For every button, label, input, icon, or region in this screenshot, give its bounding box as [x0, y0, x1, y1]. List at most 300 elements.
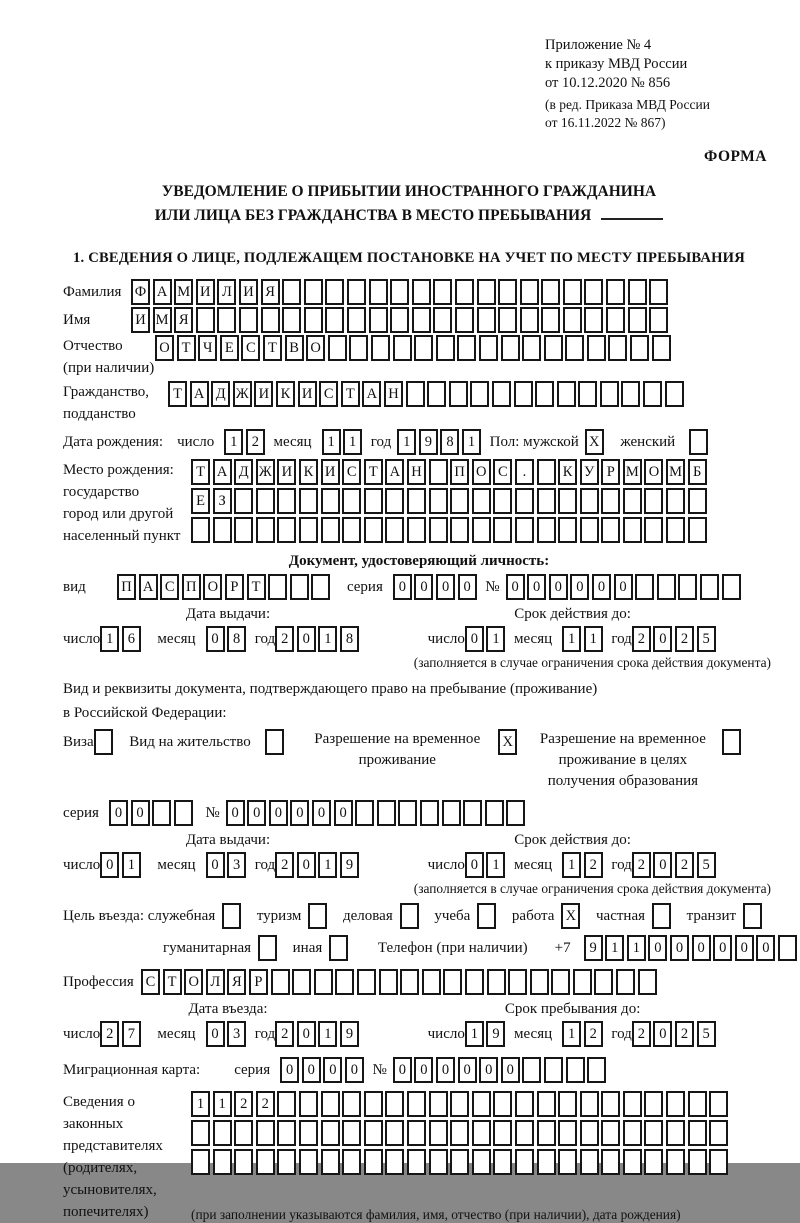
char-cell[interactable] [652, 903, 671, 929]
char-cell[interactable] [535, 381, 554, 407]
char-cell[interactable] [472, 1149, 491, 1175]
char-cell[interactable]: 2 [275, 626, 294, 652]
char-cell[interactable]: 0 [653, 626, 672, 652]
char-cell[interactable]: Т [247, 574, 266, 600]
char-cell[interactable] [369, 307, 388, 333]
char-cell[interactable] [606, 279, 625, 305]
char-cell[interactable] [349, 335, 368, 361]
char-cell[interactable] [377, 800, 396, 826]
char-cell[interactable] [277, 1149, 296, 1175]
char-cell[interactable]: 0 [312, 800, 331, 826]
patronymic-cells[interactable] [155, 335, 673, 361]
char-cell[interactable]: 0 [527, 574, 546, 600]
doc-series-cells[interactable] [393, 574, 479, 600]
char-cell[interactable] [472, 1091, 491, 1117]
char-cell[interactable] [321, 488, 340, 514]
char-cell[interactable] [537, 1091, 556, 1117]
char-cell[interactable]: . [515, 459, 534, 485]
char-cell[interactable]: 0 [414, 574, 433, 600]
char-cell[interactable]: Е [220, 335, 239, 361]
char-cell[interactable] [557, 381, 576, 407]
sex-female-checkbox[interactable] [689, 429, 711, 455]
char-cell[interactable]: 9 [419, 429, 438, 455]
char-cell[interactable] [563, 279, 582, 305]
mig-series-cells[interactable] [280, 1057, 366, 1083]
char-cell[interactable]: 1 [465, 1021, 484, 1047]
char-cell[interactable] [630, 335, 649, 361]
char-cell[interactable] [321, 1149, 340, 1175]
char-cell[interactable] [515, 1149, 534, 1175]
char-cell[interactable]: 0 [297, 626, 316, 652]
char-cell[interactable] [385, 517, 404, 543]
char-cell[interactable]: Н [384, 381, 403, 407]
char-cell[interactable] [608, 335, 627, 361]
permit-number-cells[interactable] [226, 800, 528, 826]
char-cell[interactable] [379, 969, 398, 995]
char-cell[interactable] [506, 800, 525, 826]
char-cell[interactable]: Д [234, 459, 253, 485]
char-cell[interactable]: 0 [393, 574, 412, 600]
stay-day-cells[interactable] [465, 1021, 508, 1047]
char-cell[interactable] [743, 903, 762, 929]
char-cell[interactable]: 1 [122, 852, 141, 878]
char-cell[interactable]: 0 [692, 935, 711, 961]
visa-checkbox[interactable] [94, 729, 116, 755]
char-cell[interactable]: 7 [122, 1021, 141, 1047]
char-cell[interactable] [304, 307, 323, 333]
char-cell[interactable] [537, 488, 556, 514]
char-cell[interactable]: 0 [436, 574, 455, 600]
char-cell[interactable] [508, 969, 527, 995]
char-cell[interactable] [234, 1149, 253, 1175]
char-cell[interactable] [644, 1120, 663, 1146]
birth-year-cells[interactable] [397, 429, 483, 455]
char-cell[interactable]: 0 [345, 1057, 364, 1083]
char-cell[interactable] [606, 307, 625, 333]
doc-valid-month-cells[interactable] [562, 626, 605, 652]
char-cell[interactable]: И [298, 381, 317, 407]
char-cell[interactable] [522, 335, 541, 361]
char-cell[interactable] [385, 1120, 404, 1146]
char-cell[interactable]: 0 [269, 800, 288, 826]
char-cell[interactable] [688, 1091, 707, 1117]
char-cell[interactable]: 0 [334, 800, 353, 826]
char-cell[interactable] [299, 1120, 318, 1146]
char-cell[interactable]: 0 [290, 800, 309, 826]
char-cell[interactable]: 1 [318, 626, 337, 652]
char-cell[interactable] [498, 279, 517, 305]
char-cell[interactable] [649, 307, 668, 333]
char-cell[interactable] [407, 517, 426, 543]
char-cell[interactable] [256, 517, 275, 543]
char-cell[interactable]: Л [217, 279, 236, 305]
char-cell[interactable] [537, 1149, 556, 1175]
char-cell[interactable] [688, 1149, 707, 1175]
residence-checkbox[interactable] [265, 729, 287, 755]
char-cell[interactable] [364, 488, 383, 514]
stay-year-cells[interactable] [632, 1021, 718, 1047]
char-cell[interactable]: 0 [614, 574, 633, 600]
char-cell[interactable] [623, 1120, 642, 1146]
char-cell[interactable] [328, 335, 347, 361]
purpose-work-checkbox[interactable] [561, 903, 583, 929]
purpose-humanitarian-checkbox[interactable] [258, 935, 280, 961]
char-cell[interactable]: О [472, 459, 491, 485]
char-cell[interactable]: К [299, 459, 318, 485]
profession-cells[interactable] [141, 969, 659, 995]
char-cell[interactable] [299, 488, 318, 514]
char-cell[interactable] [234, 1120, 253, 1146]
char-cell[interactable] [342, 517, 361, 543]
char-cell[interactable] [191, 517, 210, 543]
char-cell[interactable] [398, 800, 417, 826]
char-cell[interactable] [429, 459, 448, 485]
char-cell[interactable]: 2 [234, 1091, 253, 1117]
char-cell[interactable] [621, 381, 640, 407]
char-cell[interactable] [292, 969, 311, 995]
char-cell[interactable] [407, 1120, 426, 1146]
char-cell[interactable]: 1 [397, 429, 416, 455]
phone-cells[interactable] [584, 935, 800, 961]
purpose-transit-checkbox[interactable] [743, 903, 765, 929]
char-cell[interactable]: 2 [675, 626, 694, 652]
char-cell[interactable] [493, 1091, 512, 1117]
char-cell[interactable]: 1 [562, 852, 581, 878]
char-cell[interactable] [213, 517, 232, 543]
char-cell[interactable] [587, 335, 606, 361]
char-cell[interactable] [449, 381, 468, 407]
char-cell[interactable] [196, 307, 215, 333]
char-cell[interactable] [644, 1149, 663, 1175]
char-cell[interactable] [390, 307, 409, 333]
char-cell[interactable] [152, 800, 171, 826]
char-cell[interactable]: 0 [302, 1057, 321, 1083]
birthplace-cells-row3[interactable] [191, 517, 709, 543]
char-cell[interactable] [420, 800, 439, 826]
temp-permit-checkbox[interactable] [498, 729, 520, 755]
char-cell[interactable]: С [319, 381, 338, 407]
char-cell[interactable]: 2 [246, 429, 265, 455]
char-cell[interactable]: Р [601, 459, 620, 485]
char-cell[interactable]: 0 [570, 574, 589, 600]
char-cell[interactable] [433, 279, 452, 305]
char-cell[interactable] [578, 381, 597, 407]
char-cell[interactable]: 1 [486, 626, 505, 652]
char-cell[interactable]: 0 [131, 800, 150, 826]
char-cell[interactable]: Ж [233, 381, 252, 407]
char-cell[interactable] [407, 488, 426, 514]
char-cell[interactable] [472, 488, 491, 514]
birthplace-cells-row2[interactable] [191, 488, 709, 514]
purpose-private-checkbox[interactable] [652, 903, 674, 929]
purpose-study-checkbox[interactable] [477, 903, 499, 929]
char-cell[interactable]: 0 [323, 1057, 342, 1083]
char-cell[interactable] [485, 800, 504, 826]
char-cell[interactable]: 0 [206, 626, 225, 652]
char-cell[interactable]: 0 [247, 800, 266, 826]
char-cell[interactable]: Ч [198, 335, 217, 361]
char-cell[interactable]: С [493, 459, 512, 485]
mig-number-cells[interactable] [393, 1057, 609, 1083]
char-cell[interactable] [515, 517, 534, 543]
char-cell[interactable]: 0 [648, 935, 667, 961]
purpose-official-checkbox[interactable] [222, 903, 244, 929]
char-cell[interactable]: X [561, 903, 580, 929]
char-cell[interactable]: X [585, 429, 604, 455]
char-cell[interactable] [191, 1149, 210, 1175]
char-cell[interactable]: А [362, 381, 381, 407]
char-cell[interactable] [256, 1149, 275, 1175]
char-cell[interactable]: 0 [756, 935, 775, 961]
permit-valid-year-cells[interactable] [632, 852, 718, 878]
char-cell[interactable] [520, 279, 539, 305]
char-cell[interactable]: Б [688, 459, 707, 485]
char-cell[interactable] [282, 307, 301, 333]
char-cell[interactable]: О [184, 969, 203, 995]
char-cell[interactable] [666, 1091, 685, 1117]
char-cell[interactable] [587, 1057, 606, 1083]
char-cell[interactable]: Т [341, 381, 360, 407]
doc-issue-month-cells[interactable] [206, 626, 249, 652]
char-cell[interactable]: 0 [465, 852, 484, 878]
char-cell[interactable]: Р [225, 574, 244, 600]
char-cell[interactable]: 0 [297, 1021, 316, 1047]
char-cell[interactable] [213, 1120, 232, 1146]
char-cell[interactable] [256, 488, 275, 514]
char-cell[interactable]: Т [163, 969, 182, 995]
char-cell[interactable] [364, 517, 383, 543]
char-cell[interactable]: 1 [486, 852, 505, 878]
char-cell[interactable]: С [160, 574, 179, 600]
char-cell[interactable] [390, 279, 409, 305]
char-cell[interactable] [94, 729, 113, 755]
char-cell[interactable] [472, 1120, 491, 1146]
char-cell[interactable] [666, 517, 685, 543]
doc-valid-day-cells[interactable] [465, 626, 508, 652]
char-cell[interactable]: И [239, 279, 258, 305]
char-cell[interactable]: 2 [100, 1021, 119, 1047]
char-cell[interactable]: Т [263, 335, 282, 361]
char-cell[interactable]: Т [191, 459, 210, 485]
char-cell[interactable] [563, 307, 582, 333]
char-cell[interactable] [558, 1149, 577, 1175]
char-cell[interactable]: 5 [697, 626, 716, 652]
char-cell[interactable] [689, 429, 708, 455]
char-cell[interactable]: 0 [458, 574, 477, 600]
char-cell[interactable] [601, 1149, 620, 1175]
char-cell[interactable]: 8 [340, 626, 359, 652]
char-cell[interactable] [537, 459, 556, 485]
char-cell[interactable] [342, 488, 361, 514]
char-cell[interactable] [665, 381, 684, 407]
char-cell[interactable]: 0 [670, 935, 689, 961]
char-cell[interactable] [371, 335, 390, 361]
char-cell[interactable]: 9 [584, 935, 603, 961]
char-cell[interactable] [501, 335, 520, 361]
char-cell[interactable] [364, 1120, 383, 1146]
surname-cells[interactable] [131, 279, 671, 305]
doc-type-cells[interactable] [117, 574, 333, 600]
sex-male-checkbox[interactable] [585, 429, 607, 455]
char-cell[interactable]: М [623, 459, 642, 485]
char-cell[interactable] [174, 800, 193, 826]
char-cell[interactable] [364, 1149, 383, 1175]
char-cell[interactable]: 1 [213, 1091, 232, 1117]
char-cell[interactable] [256, 1120, 275, 1146]
char-cell[interactable]: 0 [465, 626, 484, 652]
char-cell[interactable]: С [342, 459, 361, 485]
entry-month-cells[interactable] [206, 1021, 249, 1047]
char-cell[interactable]: 1 [100, 626, 119, 652]
char-cell[interactable] [493, 1120, 512, 1146]
char-cell[interactable] [541, 307, 560, 333]
char-cell[interactable] [342, 1149, 361, 1175]
birth-month-cells[interactable] [322, 429, 365, 455]
char-cell[interactable] [580, 1149, 599, 1175]
char-cell[interactable]: 5 [697, 1021, 716, 1047]
char-cell[interactable]: О [306, 335, 325, 361]
permit-valid-day-cells[interactable] [465, 852, 508, 878]
permit-series-cells[interactable] [109, 800, 195, 826]
char-cell[interactable] [385, 1091, 404, 1117]
char-cell[interactable] [282, 279, 301, 305]
char-cell[interactable] [558, 1120, 577, 1146]
char-cell[interactable] [722, 574, 741, 600]
char-cell[interactable] [325, 307, 344, 333]
char-cell[interactable]: О [203, 574, 222, 600]
char-cell[interactable] [644, 488, 663, 514]
char-cell[interactable] [666, 1149, 685, 1175]
char-cell[interactable] [688, 488, 707, 514]
char-cell[interactable]: Ф [131, 279, 150, 305]
char-cell[interactable]: 3 [227, 1021, 246, 1047]
char-cell[interactable]: Р [249, 969, 268, 995]
char-cell[interactable]: А [385, 459, 404, 485]
char-cell[interactable] [584, 307, 603, 333]
char-cell[interactable] [412, 279, 431, 305]
char-cell[interactable]: 9 [340, 852, 359, 878]
char-cell[interactable]: А [213, 459, 232, 485]
char-cell[interactable] [314, 969, 333, 995]
char-cell[interactable]: 3 [227, 852, 246, 878]
char-cell[interactable] [407, 1149, 426, 1175]
char-cell[interactable] [558, 517, 577, 543]
char-cell[interactable]: 2 [584, 852, 603, 878]
char-cell[interactable] [652, 335, 671, 361]
char-cell[interactable] [385, 488, 404, 514]
char-cell[interactable] [601, 1120, 620, 1146]
char-cell[interactable] [455, 307, 474, 333]
char-cell[interactable] [493, 1149, 512, 1175]
char-cell[interactable]: 2 [275, 1021, 294, 1047]
char-cell[interactable]: М [174, 279, 193, 305]
char-cell[interactable]: 1 [562, 626, 581, 652]
char-cell[interactable]: 0 [280, 1057, 299, 1083]
char-cell[interactable] [580, 517, 599, 543]
char-cell[interactable]: 1 [605, 935, 624, 961]
char-cell[interactable] [514, 381, 533, 407]
char-cell[interactable] [414, 335, 433, 361]
char-cell[interactable] [321, 1091, 340, 1117]
char-cell[interactable]: А [139, 574, 158, 600]
char-cell[interactable] [530, 969, 549, 995]
char-cell[interactable]: И [254, 381, 273, 407]
char-cell[interactable]: 0 [592, 574, 611, 600]
char-cell[interactable] [443, 969, 462, 995]
purpose-other-checkbox[interactable] [329, 935, 351, 961]
char-cell[interactable] [709, 1120, 728, 1146]
char-cell[interactable]: 2 [675, 1021, 694, 1047]
char-cell[interactable] [709, 1149, 728, 1175]
char-cell[interactable]: 0 [206, 1021, 225, 1047]
char-cell[interactable] [463, 800, 482, 826]
char-cell[interactable]: 0 [735, 935, 754, 961]
char-cell[interactable]: 0 [414, 1057, 433, 1083]
char-cell[interactable]: К [276, 381, 295, 407]
char-cell[interactable] [623, 1091, 642, 1117]
char-cell[interactable]: 2 [632, 852, 651, 878]
char-cell[interactable]: 2 [584, 1021, 603, 1047]
char-cell[interactable] [304, 279, 323, 305]
char-cell[interactable]: О [644, 459, 663, 485]
purpose-business-checkbox[interactable] [400, 903, 422, 929]
char-cell[interactable] [271, 969, 290, 995]
char-cell[interactable]: 1 [224, 429, 243, 455]
temp-permit-edu-checkbox[interactable] [722, 729, 744, 755]
legal-cells-row2[interactable] [191, 1120, 731, 1146]
char-cell[interactable] [573, 969, 592, 995]
char-cell[interactable] [429, 1091, 448, 1117]
char-cell[interactable]: П [182, 574, 201, 600]
char-cell[interactable] [261, 307, 280, 333]
purpose-tourism-checkbox[interactable] [308, 903, 330, 929]
char-cell[interactable] [472, 517, 491, 543]
char-cell[interactable] [277, 1120, 296, 1146]
char-cell[interactable] [465, 969, 484, 995]
char-cell[interactable]: X [498, 729, 517, 755]
char-cell[interactable] [778, 935, 797, 961]
char-cell[interactable]: А [153, 279, 172, 305]
permit-issue-day-cells[interactable] [100, 852, 143, 878]
char-cell[interactable]: 1 [343, 429, 362, 455]
char-cell[interactable] [643, 381, 662, 407]
char-cell[interactable] [515, 1091, 534, 1117]
char-cell[interactable] [477, 279, 496, 305]
char-cell[interactable]: 2 [632, 1021, 651, 1047]
char-cell[interactable] [522, 1057, 541, 1083]
char-cell[interactable] [299, 1091, 318, 1117]
char-cell[interactable]: 0 [393, 1057, 412, 1083]
stay-month-cells[interactable] [562, 1021, 605, 1047]
char-cell[interactable] [329, 935, 348, 961]
char-cell[interactable]: Е [191, 488, 210, 514]
char-cell[interactable] [544, 335, 563, 361]
legal-cells-row1[interactable] [191, 1091, 731, 1117]
char-cell[interactable]: Я [174, 307, 193, 333]
char-cell[interactable] [277, 517, 296, 543]
char-cell[interactable]: 0 [653, 1021, 672, 1047]
doc-issue-year-cells[interactable] [275, 626, 361, 652]
char-cell[interactable] [347, 279, 366, 305]
char-cell[interactable] [355, 800, 374, 826]
char-cell[interactable] [594, 969, 613, 995]
char-cell[interactable] [450, 488, 469, 514]
char-cell[interactable] [520, 307, 539, 333]
char-cell[interactable] [709, 1091, 728, 1117]
char-cell[interactable]: 2 [275, 852, 294, 878]
char-cell[interactable]: Я [261, 279, 280, 305]
doc-issue-day-cells[interactable] [100, 626, 143, 652]
